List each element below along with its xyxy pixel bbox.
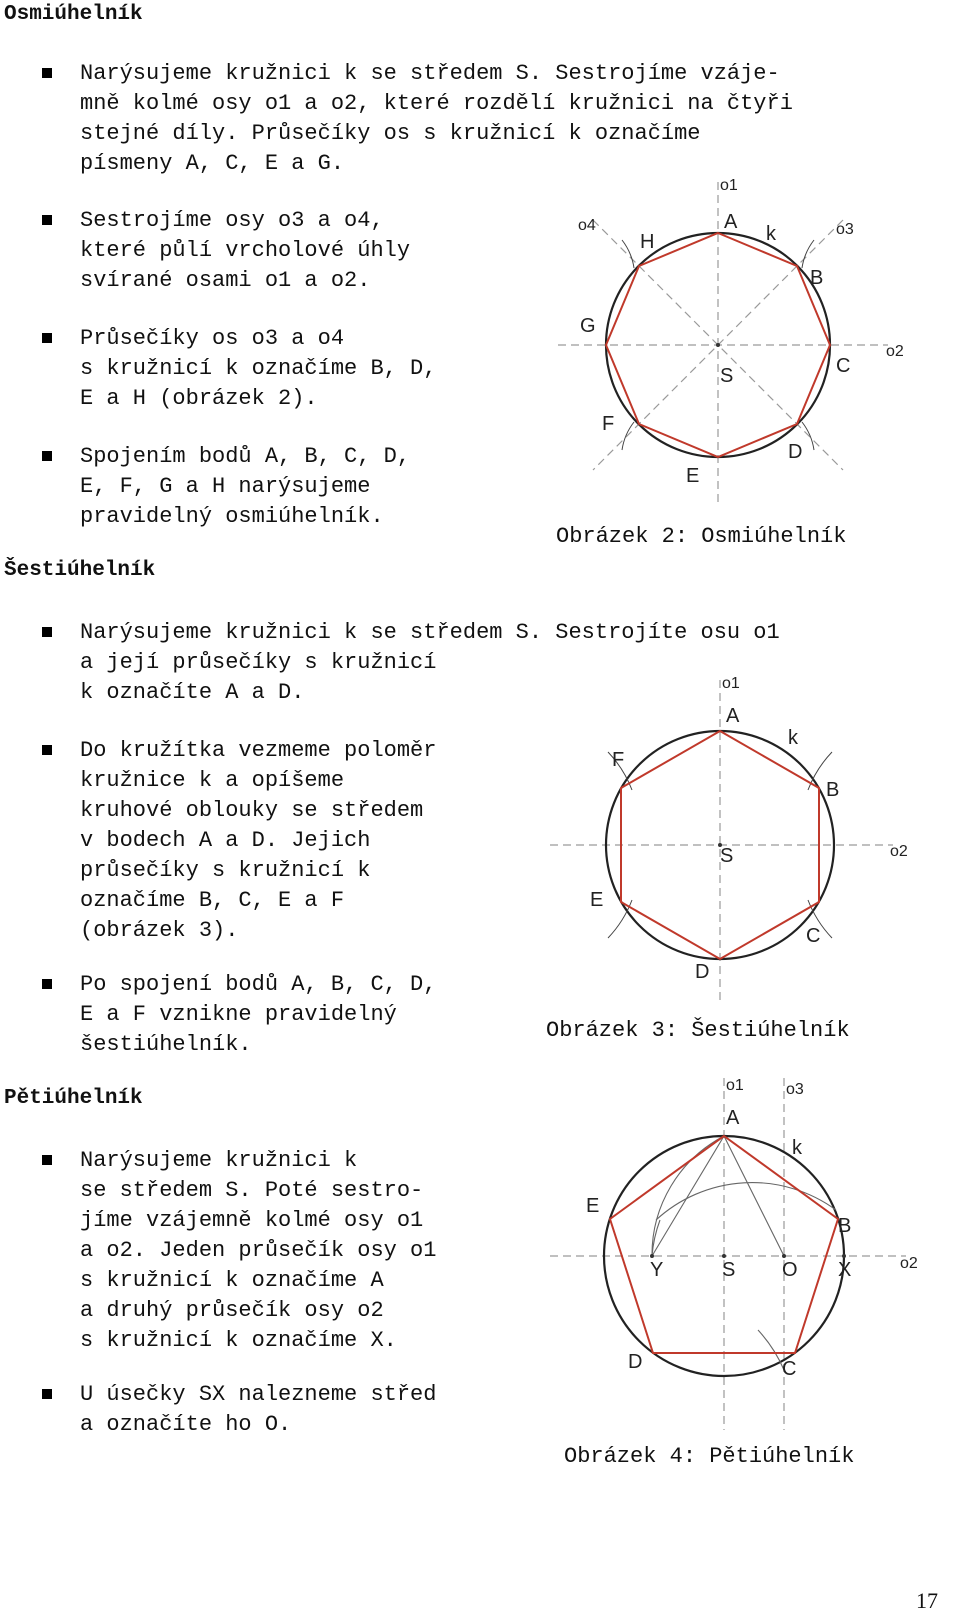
label-S: S (722, 1259, 736, 1281)
text-line: Do kružítka vezmeme poloměr (80, 738, 437, 763)
label-O: O (782, 1259, 798, 1281)
text-line: a označíte ho O. (80, 1412, 292, 1437)
label-o3: o3 (836, 221, 854, 238)
text-line: a o2. Jeden průsečík osy o1 (80, 1238, 437, 1263)
label-o2: o2 (900, 1255, 918, 1272)
paragraph-pentagon-circle (80, 1146, 520, 1356)
label-F: F (602, 413, 615, 435)
construction-arc (656, 1183, 836, 1220)
construction-arc (758, 1330, 784, 1370)
figure-octagon (548, 172, 918, 512)
text-line: průsečíky s kružnicí k (80, 858, 371, 883)
label-S: S (720, 845, 734, 867)
paragraph-hexagon-connect (80, 970, 520, 1060)
paragraph-octagon-intersections (80, 324, 510, 414)
bullet-marker (42, 333, 52, 343)
text-line: jíme vzájemně kolmé osy o1 (80, 1208, 424, 1233)
caption-octagon: Obrázek 2: Osmiúhelník (556, 524, 847, 549)
construction-line (724, 1136, 784, 1256)
text-line: svírané osami o1 a o2. (80, 268, 371, 293)
text-line: Narýsujeme kružnici k se středem S. Sestrojíme vzáje- (80, 61, 780, 86)
label-E: E (586, 1195, 600, 1217)
text-line: Sestrojíme osy o3 a o4, (80, 208, 384, 233)
bullet-marker (42, 627, 52, 637)
page-number: 17 (916, 1588, 938, 1613)
text-line: které půlí vrcholové úhly (80, 238, 411, 263)
paragraph-hexagon-arcs (80, 736, 520, 946)
paragraph-octagon-connect (80, 442, 510, 532)
construction-arc (802, 422, 814, 450)
label-k: k (792, 1137, 802, 1159)
label-B: B (838, 1215, 852, 1237)
label-G: G (580, 315, 596, 337)
label-B: B (826, 779, 840, 801)
label-A: A (724, 211, 738, 233)
construction-arc (802, 240, 814, 268)
label-D: D (695, 961, 710, 983)
text-line: se středem S. Poté sestro- (80, 1178, 424, 1203)
section-title-octagon: Osmiúhelník (4, 3, 143, 26)
label-B: B (810, 267, 824, 289)
construction-arc (622, 422, 634, 450)
bullet-marker (42, 1389, 52, 1399)
label-D: D (628, 1351, 643, 1373)
label-E: E (590, 889, 604, 911)
point-S (722, 1254, 726, 1258)
label-o3: o3 (786, 1081, 804, 1098)
text-line: (obrázek 3). (80, 918, 239, 943)
label-k: k (788, 727, 798, 749)
caption-pentagon: Obrázek 4: Pětiúhelník (564, 1444, 855, 1469)
bullet-marker (42, 451, 52, 461)
bullet-marker (42, 215, 52, 225)
paragraph-octagon-circle (80, 59, 910, 179)
label-E: E (686, 465, 700, 487)
bullet-marker (42, 1155, 52, 1165)
label-Y: Y (650, 1259, 664, 1281)
label-o1: o1 (726, 1077, 744, 1094)
text-line: mně kolmé osy o1 a o2, které rozdělí kružnici na čtyři (80, 91, 793, 116)
bullet-marker (42, 745, 52, 755)
label-S: S (720, 365, 734, 387)
label-A: A (726, 705, 740, 727)
text-line: E, F, G a H narýsujeme (80, 474, 371, 499)
paragraph-octagon-axes (80, 206, 510, 296)
text-line: kruhové oblouky se středem (80, 798, 424, 823)
center-point (716, 343, 720, 347)
label-C: C (806, 925, 821, 947)
point-O (782, 1254, 786, 1258)
text-line: písmeny A, C, E a G. (80, 151, 345, 176)
section-title-pentagon: Pětiúhelník (4, 1087, 143, 1110)
text-line: k označíte A a D. (80, 680, 305, 705)
label-X: X (838, 1259, 852, 1281)
point-X (842, 1254, 846, 1258)
label-o1: o1 (722, 675, 740, 692)
label-F: F (612, 749, 625, 771)
text-line: a její průsečíky s kružnicí (80, 650, 437, 675)
text-line: pravidelný osmiúhelník. (80, 504, 384, 529)
figure-pentagon (548, 1070, 928, 1440)
label-o4: o4 (578, 217, 596, 234)
construction-arc (622, 240, 634, 268)
paragraph-pentagon-midpoint (80, 1380, 520, 1440)
bullet-marker (42, 979, 52, 989)
text-line: Narýsujeme kružnici k se středem S. Sestrojíte osu o1 (80, 620, 780, 645)
text-line: šestiúhelník. (80, 1032, 252, 1057)
label-o1: o1 (720, 177, 738, 194)
text-line: v bodech A a D. Jejich (80, 828, 371, 853)
label-A: A (726, 1107, 740, 1129)
label-C: C (836, 355, 851, 377)
text-line: s kružnicí k označíme B, D, (80, 356, 437, 381)
text-line: označíme B, C, E a F (80, 888, 345, 913)
section-title-hexagon: Šestiúhelník (4, 559, 156, 582)
label-H: H (640, 231, 655, 253)
text-line: Po spojení bodů A, B, C, D, (80, 972, 437, 997)
caption-hexagon: Obrázek 3: Šestiúhelník (546, 1018, 850, 1043)
text-line: U úsečky SX nalezneme střed (80, 1382, 437, 1407)
text-line: kružnice k a opíšeme (80, 768, 345, 793)
text-line: s kružnicí k označíme A (80, 1268, 384, 1293)
text-line: E a H (obrázek 2). (80, 386, 318, 411)
label-k: k (766, 223, 776, 245)
point-Y (650, 1254, 654, 1258)
text-line: E a F vznikne pravidelný (80, 1002, 397, 1027)
text-line: s kružnicí k označíme X. (80, 1328, 397, 1353)
text-line: Narýsujeme kružnici k (80, 1148, 358, 1173)
label-o2: o2 (890, 843, 908, 860)
label-o2: o2 (886, 343, 904, 360)
text-line: stejné díly. Průsečíky os s kružnicí k označíme (80, 121, 701, 146)
label-C: C (782, 1358, 797, 1380)
figure-hexagon (548, 672, 918, 1012)
text-line: Průsečíky os o3 a o4 (80, 326, 345, 351)
pentagon-polygon (610, 1136, 838, 1353)
text-line: a druhý průsečík osy o2 (80, 1298, 384, 1323)
bullet-marker (42, 68, 52, 78)
label-D: D (788, 441, 803, 463)
text-line: Spojením bodů A, B, C, D, (80, 444, 411, 469)
